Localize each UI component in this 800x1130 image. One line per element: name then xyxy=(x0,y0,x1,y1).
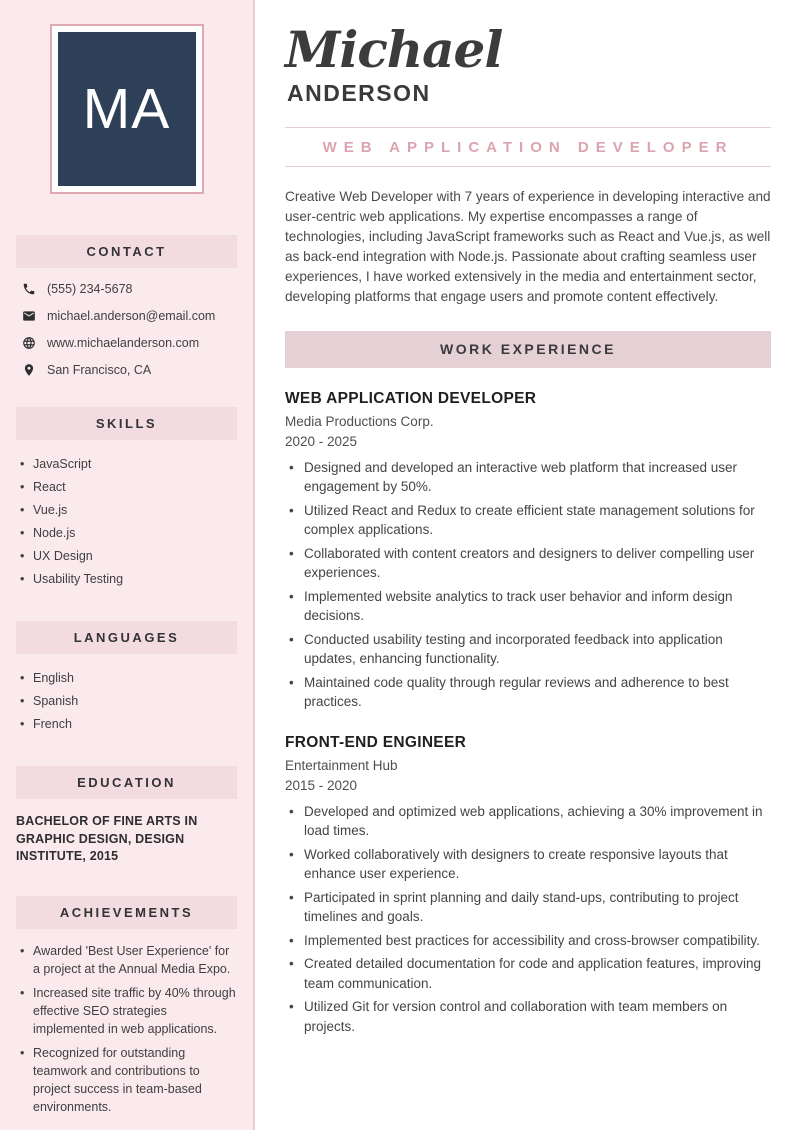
achievement-item: • Recognized for outstanding teamwork and contributions to project success in team-based environments. xyxy=(16,1044,237,1116)
job-entry xyxy=(285,390,771,712)
language-item: • French xyxy=(16,713,237,736)
globe-icon xyxy=(22,336,36,350)
achievements-section-header: ACHIEVEMENTS xyxy=(16,896,237,929)
contact-website xyxy=(22,336,237,350)
contact-website-text: www.michaelanderson.com xyxy=(47,336,200,350)
languages-list xyxy=(16,667,237,736)
contact-location xyxy=(22,363,237,377)
job-bullet: • Utilized Git for version control and collaboration with team members on projects. xyxy=(285,997,771,1036)
avatar xyxy=(50,24,204,194)
contact-phone-text: (555) 234-5678 xyxy=(47,282,133,296)
achievement-item: • Awarded 'Best User Experience' for a project at the Annual Media Expo. xyxy=(16,942,237,978)
contact-email xyxy=(22,309,237,323)
job-title: FRONT-END ENGINEER xyxy=(285,733,467,751)
avatar-monogram-box xyxy=(58,32,196,186)
job-entry xyxy=(285,734,771,1037)
job-bullet: • Utilized React and Redux to create efficient state management solutions for complex applications. xyxy=(285,501,771,540)
skills-list xyxy=(16,453,237,591)
job-bullet-list xyxy=(285,802,771,1037)
skill-item: • React xyxy=(16,476,237,499)
job-company: Media Productions Corp. xyxy=(285,413,434,429)
job-bullet: • Implemented website analytics to track user behavior and inform design decisions. xyxy=(285,587,771,626)
skill-item: • Vue.js xyxy=(16,499,237,522)
job-company: Entertainment Hub xyxy=(285,757,398,773)
job-title-banner: WEB APPLICATION DEVELOPER xyxy=(285,127,771,167)
job-bullet: • Designed and developed an interactive web platform that increased user engagement by 50%. xyxy=(285,458,771,497)
job-bullet: • Implemented best practices for accessibility and cross-browser compatibility. xyxy=(285,931,771,951)
professional-summary: Creative Web Developer with 7 years of experience in developing interactive and user-centric web applications. My expertise encompasses a range of technologies, including JavaScript frameworks such as React and Vue.js, as well as back-end integration with Node.js. Passionate about crafting seamless user experiences, I have worked extensively in the media and entertainment sector, developing platforms that engage users and promote content effectively. xyxy=(285,188,771,304)
skill-item: • JavaScript xyxy=(16,453,237,476)
language-item: • English xyxy=(16,667,237,690)
job-bullet: • Conducted usability testing and incorporated feedback into application updates, enhancing functionality. xyxy=(285,630,771,669)
contact-section-header: CONTACT xyxy=(16,235,237,268)
last-name: ANDERSON xyxy=(287,79,431,106)
job-bullet: • Worked collaboratively with designers to create responsive layouts that enhance user experience. xyxy=(285,845,771,884)
education-section-header: EDUCATION xyxy=(16,766,237,799)
skill-item: • UX Design xyxy=(16,545,237,568)
contact-phone xyxy=(22,282,237,296)
job-bullet: • Participated in sprint planning and daily stand-ups, contributing to project timelines and goals. xyxy=(285,888,771,927)
skill-item: • Node.js xyxy=(16,522,237,545)
sidebar xyxy=(0,0,255,1130)
job-bullet: • Collaborated with content creators and designers to deliver compelling user experiences. xyxy=(285,544,771,583)
avatar-initials: MA xyxy=(82,77,171,141)
first-name: Michael xyxy=(285,20,503,79)
phone-icon xyxy=(22,282,36,296)
skill-item: • Usability Testing xyxy=(16,568,237,591)
location-icon xyxy=(22,363,36,377)
job-title: WEB APPLICATION DEVELOPER xyxy=(285,389,537,407)
language-item: • Spanish xyxy=(16,690,237,713)
jobs-container xyxy=(285,390,771,1037)
work-experience-header: WORK EXPERIENCE xyxy=(285,331,771,368)
achievement-item: • Increased site traffic by 40% through effective SEO strategies implemented in web applications. xyxy=(16,984,237,1038)
main-content xyxy=(255,0,800,1130)
education-degree: BACHELOR OF FINE ARTS IN GRAPHIC DESIGN, DESIGN INSTITUTE, 2015 xyxy=(16,814,198,863)
job-bullet-list xyxy=(285,458,771,712)
job-dates: 2015 - 2020 xyxy=(285,777,358,793)
skills-section-header: SKILLS xyxy=(16,407,237,440)
job-bullet: • Maintained code quality through regular reviews and adherence to best practices. xyxy=(285,673,771,712)
contact-list xyxy=(16,282,237,377)
achievements-list xyxy=(16,942,237,1116)
job-bullet: • Created detailed documentation for code and application features, improving team communication. xyxy=(285,954,771,993)
contact-email-text: michael.anderson@email.com xyxy=(47,309,216,323)
contact-location-text: San Francisco, CA xyxy=(47,363,152,377)
job-dates: 2020 - 2025 xyxy=(285,433,358,449)
email-icon xyxy=(22,309,36,323)
languages-section-header: LANGUAGES xyxy=(16,621,237,654)
job-bullet: • Developed and optimized web applications, achieving a 30% improvement in load times. xyxy=(285,802,771,841)
